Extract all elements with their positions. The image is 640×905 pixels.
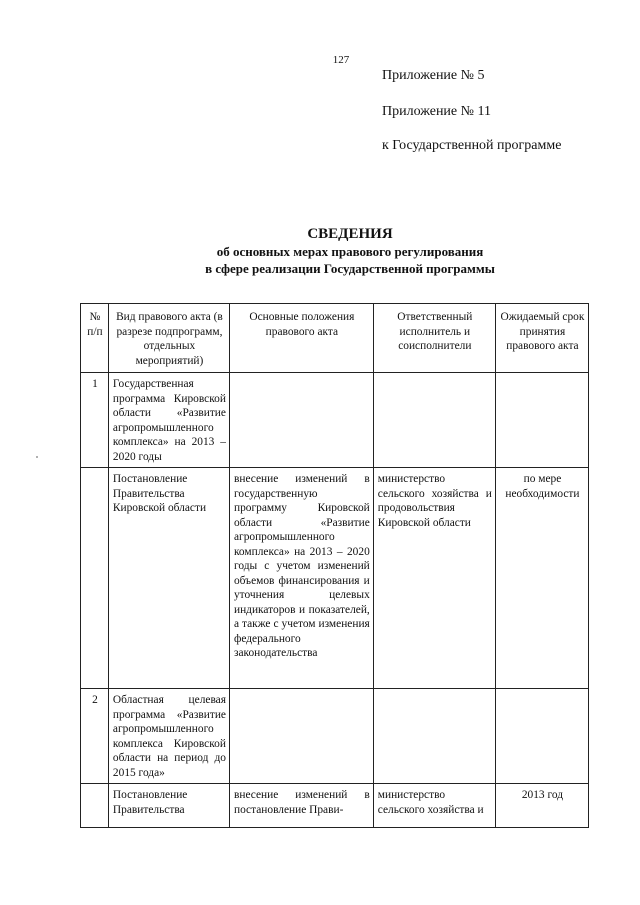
cell-number: 2 [81, 689, 109, 784]
table-row [81, 373, 589, 468]
cell-deadline: 2013 год [495, 784, 588, 828]
cell-act-type: Государственная программа Кировской области «Развитие агропромышленного комплекса» на 2013 – 2020 годы [108, 373, 229, 468]
document-heading [160, 226, 540, 277]
table-row [81, 689, 589, 784]
heading-title: СВЕДЕНИЯ [307, 226, 393, 242]
cell-act-type: Областная целевая программа «Развитие агропромышленного комплекса Кировской области на период до 2015 года» [108, 689, 229, 784]
cell-provisions [229, 689, 373, 784]
cell-number: 1 [81, 373, 109, 468]
cell-deadline [495, 373, 588, 468]
header-act-type: Вид правового акта (в разрезе подпрограмм, отдельных мероприятий) [108, 304, 229, 373]
cell-number [81, 784, 109, 828]
header-executor: Ответственный исполнитель и соисполнители [373, 304, 495, 373]
page-number: 127 [332, 54, 350, 66]
cell-executor: министерство сельского хозяйства и продовольствия Кировской области [373, 468, 495, 689]
cell-provisions: внесение изменений в постановление Прави- [229, 784, 373, 828]
table-header-row [81, 304, 589, 373]
cell-executor: министерство сельского хозяйства и [373, 784, 495, 828]
legal-measures-table [80, 303, 589, 828]
cell-deadline [495, 689, 588, 784]
header-provisions: Основные положения правового акта [229, 304, 373, 373]
appendix-line-3: к Государственной программе [382, 138, 562, 153]
cell-provisions [229, 373, 373, 468]
cell-act-type: Постановление Правительства Кировской области [108, 468, 229, 689]
cell-deadline: по мере необходимости [495, 468, 588, 689]
header-deadline: Ожидаемый срок принятия правового акта [495, 304, 588, 373]
header-number: № п/п [81, 304, 109, 373]
scan-speck [36, 456, 38, 458]
heading-subtitle-2: в сфере реализации Государственной программы [205, 261, 495, 276]
cell-act-type: Постановление Правительства [108, 784, 229, 828]
appendix-line-2: Приложение № 11 [382, 104, 491, 119]
cell-executor [373, 373, 495, 468]
cell-number [81, 468, 109, 689]
table-row [81, 468, 589, 689]
cell-provisions: внесение изменений в государственную программу Кировской области «Развитие агропромышленного комплекса» на 2013 – 2020 годы с учетом изменений объемов финансирования и уточнения целевых индикаторов и показателей, а также с учетом изменения федерального законодательства [229, 468, 373, 689]
table-row [81, 784, 589, 828]
cell-executor [373, 689, 495, 784]
heading-subtitle-1: об основных мерах правового регулирования [216, 244, 484, 259]
appendix-line-1: Приложение № 5 [382, 68, 485, 83]
